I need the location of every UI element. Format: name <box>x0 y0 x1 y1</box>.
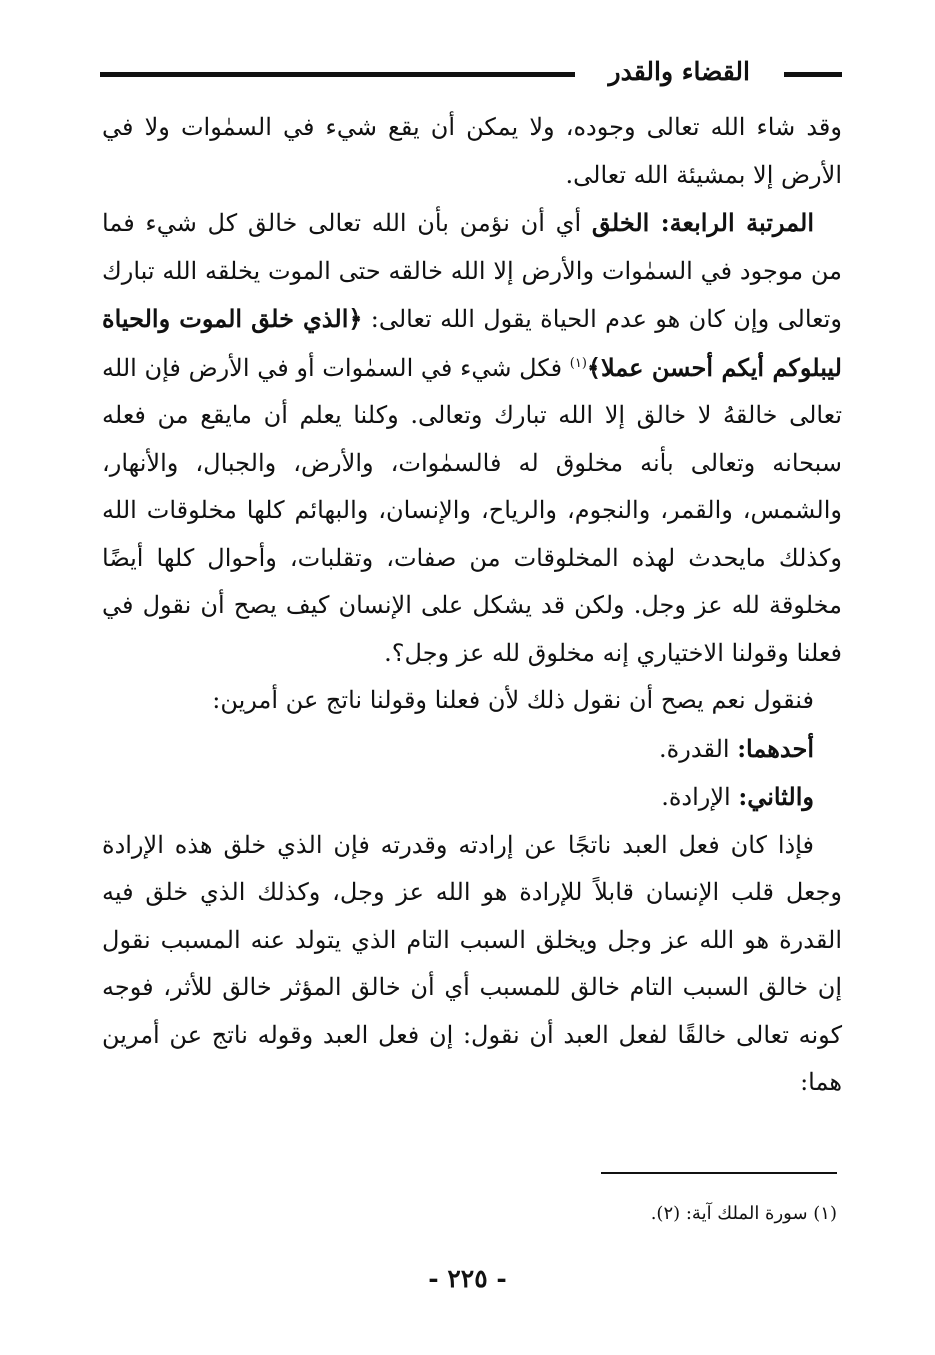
paragraph-3: فنقول نعم يصح أن نقول ذلك لأن فعلنا وقولنا ناتج عن أمرين: <box>212 686 814 714</box>
paragraph-2-text-b: فكل شيء في السمٰوات أو في الأرض فإن الله تعالى خالقهُ لا خالق إلا الله تبارك وتعالى. وكلنا يعلم أن مايقع من فعله سبحانه وتعالى بأنه مخلوق له فالسمٰوات، والأرض، والجبال، والأنهار، والشمس، والقمر، والنجوم، والرياح، والإنسان، والبهائم كلها مخلوقات الله وكذلك مايحدث لهذه المخلوقات من صفات، وتقلبات، وأحوال كلها أيضًا مخلوقة لله عز وجل. ولكن قد يشكل على الإنسان كيف يصح أن نقول في فعلنا وقولنا الاختياري إنه مخلوق لله عز وجل؟. <box>102 353 842 667</box>
running-header <box>100 52 842 92</box>
quran-verse: ﴿الذي خلق الموت والحياة ليبلوكم أيكم أحسن عملا﴾ <box>102 304 842 382</box>
paragraph-2-text-a: أي أن نؤمن بأن الله تعالى خالق كل شيء فما من موجود في السمٰوات والأرض إلا الله خالقه حتى الموت يخلقه الله تبارك وتعالى وإن كان هو عدم الحياة يقول الله تعالى: <box>102 209 842 333</box>
page-number: - ٢٢٥ - <box>428 1264 507 1293</box>
paragraph-4 <box>102 725 842 774</box>
paragraph-4-label: أحدهما: <box>737 733 814 763</box>
header-rule-short <box>784 72 842 77</box>
paragraph-6: فإذا كان فعل العبد ناتجًا عن إرادته وقدرته فإن الذي خلق هذه الإرادة وجعل قلب الإنسان قابلاً للإرادة هو الله عز وجل، وكذلك الذي خلق فيه القدرة هو الله عز وجل ويخلق السبب التام الذي يتولد عنه المسبب نقول إن خالق السبب التام خالق للمسبب أي أن خالق المؤثر خالق للأثر، فوجه كونه تعالى خالقًا لفعل العبد أن نقول: إن فعل العبد وقوله ناتج عن أمرين هما: <box>102 830 842 1096</box>
paragraph-5-label: والثاني: <box>738 782 814 811</box>
paragraph-5-text: الإرادة. <box>661 783 739 811</box>
paragraph-2 <box>102 199 842 677</box>
header-rule-long <box>100 72 575 77</box>
footnote-rule <box>601 1172 837 1174</box>
body-text <box>102 104 842 1107</box>
paragraph-5 <box>102 773 842 822</box>
paragraph-2-label: المرتبة الرابعة: الخلق <box>591 208 815 237</box>
paragraph-1: وقد شاء الله تعالى وجوده، ولا يمكن أن يقع شيء في السمٰوات ولا في الأرض إلا بمشيئة الله تعالى. <box>102 113 842 189</box>
header-title: القضاء والقدر <box>608 57 750 86</box>
footnote: (١) سورة الملك آية: (٢). <box>650 1203 837 1224</box>
footnote-ref: (١) <box>569 355 587 371</box>
paragraph-4-text: القدرة. <box>659 734 738 763</box>
